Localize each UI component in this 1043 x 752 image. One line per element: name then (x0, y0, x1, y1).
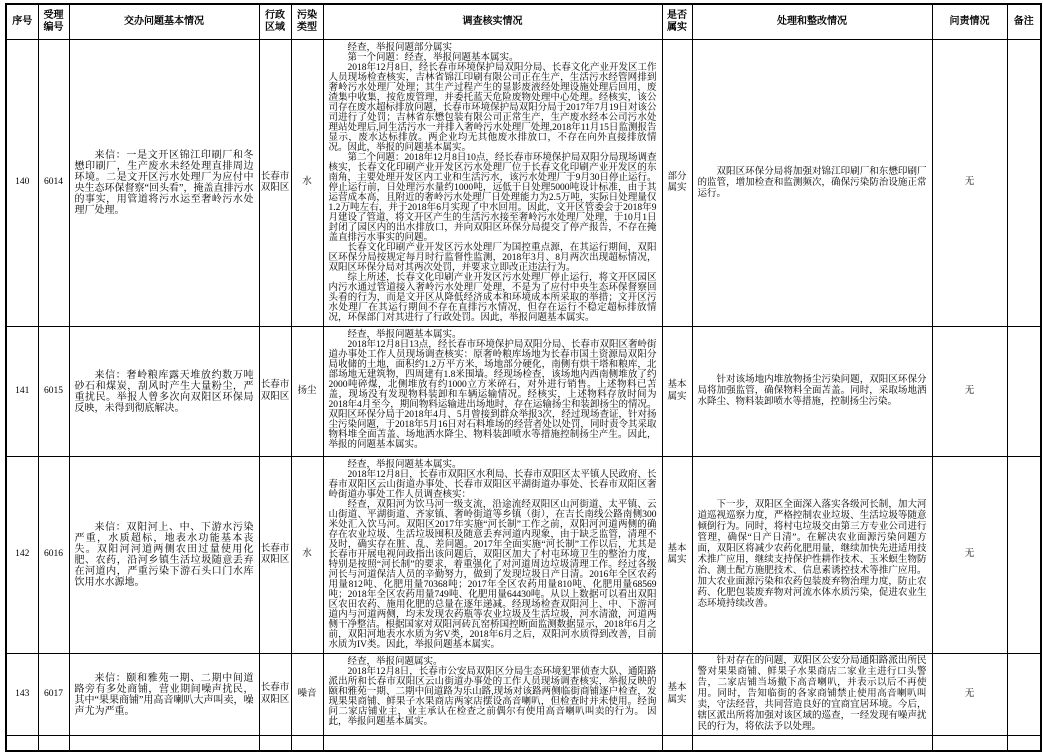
region-cell: 长春市双阳区 (259, 457, 291, 654)
investigation-cell: 经查，举报问题部分属实 第一个问题：经查，举报问题基本属实。 2018年12月8日，经长春市环境保护局双阳分局、长春文化产业开发区工作人员现场检查核实，吉林省锦江印刷有限公司正在生产，生活污水经管网排到奢岭污水处理厂处理；其生产过程产生的显影废液经处理设施处理后回用，废渣集中收集，按危废管理，并委托蓝天危险废物处理中心处理。经核实，该公司存在废水超标排放问题，长春市环境保护局双阳分局于2017年7月19日对该公司进行了处罚；吉林省东懋包装有限公司正常生产，生产废水经本公司污水处理站处理后,同生活污水一并排入奢岭污水处理厂处理,2018年11月15日监测报告显示，废水达标排放。两企业均无其他废水排放口，不存在向外直接排放情况。因此，举报的问题基本属实。 第二个问题：2018年12月8日10点，经长春市环境保护局双阳分局现场调查核实，长春文化印刷产业开发区污水处理厂位于长春文化印刷产业开发区的东南角，主要处理开发区内工业和生活污水，该污水处理厂于9月30日停止运行。停止运行前，日处理污水量约1000吨，远低于日处理5000吨设计标准，由于其运营成本高，且附近的奢岭污水处理厂日处理能力为2.5万吨，实际日处理量仅1.2万吨左右，并于2018年6月实现了中水回用。因此，文开区管委会于2018年9月建设了管道，将文开区产生的生活污水接至奢岭污水处理厂处理，于10月1日封闭了园区内的出水排放口，并向双阳区环保分局提交了停产报告，不存在掩盖直排污水事实的问题。 长春文化印刷产业开发区污水处理厂为国控重点源，在其运行期间，双阳区环保分局按规定每月时行监督性监测，2018年3月、8月两次出现超标情况，双阳区环保分局对其两次处罚，并要求立即改正违法行为。 综上所述，长春文化印刷产业开发区污水处理厂停止运行，将文开区园区内污水通过管道接入奢岭污水处理厂处理，不是为了应付中央生态环保督察回头看的行为，而是文开区从降低经济成本和环境成本所采取的举措；文开区污水处理厂在其运行期间不存在直排污水情况，但存在运行不稳定超标排放情况，环保部门对其进行了行政处罚。因此，举报问题基本属实。 (323, 40, 662, 327)
region-cell: 长春市双阳区 (259, 40, 291, 327)
table-row-143 (6, 654, 1041, 736)
header-complaint: 交办问题基本情况 (69, 4, 259, 40)
verdict-cell: 基本属实 (662, 457, 692, 654)
seq-cell: 141 (6, 327, 38, 457)
remark-cell (1007, 40, 1041, 327)
case-no-cell: 6017 (38, 654, 69, 736)
accountability-cell: 无 (932, 457, 1007, 654)
verdict-cell: 基本属实 (662, 327, 692, 457)
case-no-cell: 6015 (38, 327, 69, 457)
handling-cell: 双阳区环保分局将加强对锦江印刷厂和东懋印刷厂的监管，增加检查和监测频次，确保污染防治设施正常运行。 (692, 40, 932, 327)
region-cell: 长春市双阳区 (259, 654, 291, 736)
header-region: 行政区域 (259, 4, 291, 40)
table-row-141 (6, 327, 1041, 457)
complaint-ledger-table (5, 3, 1042, 752)
remark-cell (1007, 457, 1041, 654)
remark-cell (1007, 654, 1041, 736)
table-row-140 (6, 40, 1041, 327)
pollution-type-cell: 水 (291, 40, 323, 327)
seq-cell: 142 (6, 457, 38, 654)
complaint-cell: 来信：颐和雅苑一期、二期中间道路旁有多处商铺，营业期间噪声扰民，其中“果果商铺”用高音喇叭大声叫卖，噪声尤为严重。 (69, 654, 259, 736)
seq-cell: 143 (6, 654, 38, 736)
handling-cell: 针对该场地内堆放物扬尘污染问题，双阳区环保分局将加强监管，确保物料全面苫盖。同时，采取场地洒水降尘、物料装卸喷水等措施，控制扬尘污染。 (692, 327, 932, 457)
header-investigation: 调查核实情况 (323, 4, 662, 40)
seq-cell: 140 (6, 40, 38, 327)
header-pollution-type: 污染类型 (291, 4, 323, 40)
complaint-cell: 来信：一是文开区锦江印刷厂和冬懋印刷厂，生产废水未经处理直排周边环境。二是文开区污水处理厂为应付中央生态环保督察“回头看”，掩盖直排污水的事实，用管道将污水运至奢岭污水处理厂处理。 (69, 40, 259, 327)
partial-next-row (6, 736, 1041, 752)
header-accountability: 问责情况 (932, 4, 1007, 40)
investigation-cell: 经查，举报问题基本属实。 2018年12月8日13点，经长春市环境保护局双阳分局、长春市双阳区奢岭街道办事处工作人员现场调查核实：原奢岭粮库场地为长春市国土资源局双阳分局收储的土地，面积约1.2万平方米，场地部分硬化，南侧有烘干塔和粮库，北部场地无建筑物，四周建有1.8米围墙。经现场检查，该场地内西南侧堆放了约2000吨碎煤，北侧堆放有约1000立方米碎石，对外进行销售。上述物料已苫盖，现场没有发现物料装卸和车辆运输情况。经核实，上述物料存放时间为2018年4月至今，期间物料运输进出场地时，存在运输扬尘和装卸扬尘的情况。双阳区环保分局于2018年4月、5月曾接到群众举报3次，经过现场查证，针对扬尘污染问题，于2018年5月16日对石料堆场的经营者处以处罚，同时责令其采取物料堆全面苫盖、场地洒水降尘、物料装卸喷水等措施控制扬尘产生。因此，举报的问题基本属实。 (323, 327, 662, 457)
remark-cell (1007, 327, 1041, 457)
accountability-cell: 无 (932, 327, 1007, 457)
region-cell: 长春市双阳区 (259, 327, 291, 457)
header-verdict: 是否属实 (662, 4, 692, 40)
case-no-cell: 6014 (38, 40, 69, 327)
accountability-cell: 无 (932, 40, 1007, 327)
case-no-cell: 6016 (38, 457, 69, 654)
investigation-cell: 经查，举报问题基本属实。 2018年12月8日，长春市双阳区水利局、长春市双阳区太平镇人民政府、长春市双阳区云山街道办事处、长春市双阳区平湖街道办事处、长春市双阳区奢岭街道办事处工作人员调查核实： 经查，双阳河为饮马河一级支流，沿途流经双阳区山河街道、太平镇、云山街道、平湖街道、齐家镇、奢岭街道等乡镇（街），在吉长南线公路南侧300米处汇入饮马河。双阳区2017年实施“河长制”工作之前，双阳河河道两侧的确存在农业垃圾、生活垃圾囤积及随意丢弃河道内现象，由于缺乏监管，清理不及时，确实存在脏、乱、差问题。2017年全面实施“河长制”工作以后，尤其是长春市开展电视问政指出该问题后，双阳区加大了村屯环境卫生的整治力度，特别是按照“河长制”的要求，着重强化了对河道周边垃圾清理工作。经过各级河长与河道保洁人员的辛勤努力，做到了发现垃圾日产日清。2016年全区农药用量812吨、化肥用量70368吨；2017年全区农药用量810吨、化肥用量68569吨；2018年全区农药用量749吨、化肥用量64430吨。从以上数据可以看出双阳区农田农药、施用化肥的总量在逐年递减。经现场检查双阳河上、中、下游河道内与河道两侧，均未发现农药瓶等农业垃圾及生活垃圾，河水清澈，河道两侧干净整洁。根据国家对双阳河砖瓦窑桥国控断面监测数据显示，2018年6月之前，双阳河地表水水质为劣V类，2018年6月之后，双阳河水质得到改善，目前水质为IV类。因此，举报问题基本属实。 (323, 457, 662, 654)
header-row (6, 4, 1041, 40)
header-case-no: 受理编号 (38, 4, 69, 40)
header-seq: 序号 (6, 4, 38, 40)
table-row-142 (6, 457, 1041, 654)
investigation-cell: 经查，举报问题属实。 2018年12月8日，长春市公安局双阳区分局生态环境犯罪侦查大队、通阳路派出所和长春市双阳区云山街道办事处的工作人员现场调查核实，举报反映的颐和雅苑一期、二期中间道路为乐山路,现场对该路两侧临街商铺逐户检查，发现果果商铺、鲜果子水果商店两家店摆设高音喇叭，但检查时并未使用。经询问二家店铺业主，业主承认在检查之前偶尔有使用高音喇叭叫卖的行为。 因此，举报问题基本属实。 (323, 654, 662, 736)
handling-cell: 针对存在的问题，双阳区公安分局通阳路派出所民警对果果商铺、鲜果子水果商店二家业主进行口头警告，二家店铺当场撤下高音喇叭，并表示以后不再使用。同时，告知临街的各家商铺禁止使用高音喇叭叫卖，守法经营，共同营造良好的宜商宜居环境。今后，辖区派出所将加强对该区域的巡查，一经发现有噪声扰民的行为，将依法予以处理。 (692, 654, 932, 736)
complaint-cell: 来信：双阳河上、中、下游水污染严重，水质超标，地表水功能基本丧失。双阳河河道两侧农田过量使用化肥、农药，沿河乡镇生活垃圾随意丢弃在河道内，严重污染下游石头口门水库饮用水水源地。 (69, 457, 259, 654)
verdict-cell: 部分属实 (662, 40, 692, 327)
pollution-type-cell: 扬尘 (291, 327, 323, 457)
handling-cell: 下一步，双阳区全面深入落实各级河长制，加大河道巡视巡察力度，严格控制农业垃圾、生活垃圾等随意倾倒行为。同时，将村屯垃圾交由第三方专业公司进行管理，确保“日产日清”。在解决农业面源污染问题方面，双阳区将减少农药化肥用量，继续加快先进适用技术推广应用，继续支持保护性耕作技术、玉米螟生物防治、测土配方施肥技术、信息素诱控技术等推广应用。加大农业面源污染和农药包装废弃物治理力度，防止农药、化肥包装废弃物对河流水体水质污染，促进农业生态环境持续改善。 (692, 457, 932, 654)
accountability-cell: 无 (932, 654, 1007, 736)
complaint-cell: 来信：奢岭粮库露天堆放约数万吨砂石和煤炭，刮风时产生大量粉尘，严重扰民。举报人曾多次向双阳区环保局反映，未得到彻底解决。 (69, 327, 259, 457)
pollution-type-cell: 噪音 (291, 654, 323, 736)
verdict-cell: 基本属实 (662, 654, 692, 736)
pollution-type-cell: 水 (291, 457, 323, 654)
header-remark: 备注 (1007, 4, 1041, 40)
header-handling: 处理和整改情况 (692, 4, 932, 40)
